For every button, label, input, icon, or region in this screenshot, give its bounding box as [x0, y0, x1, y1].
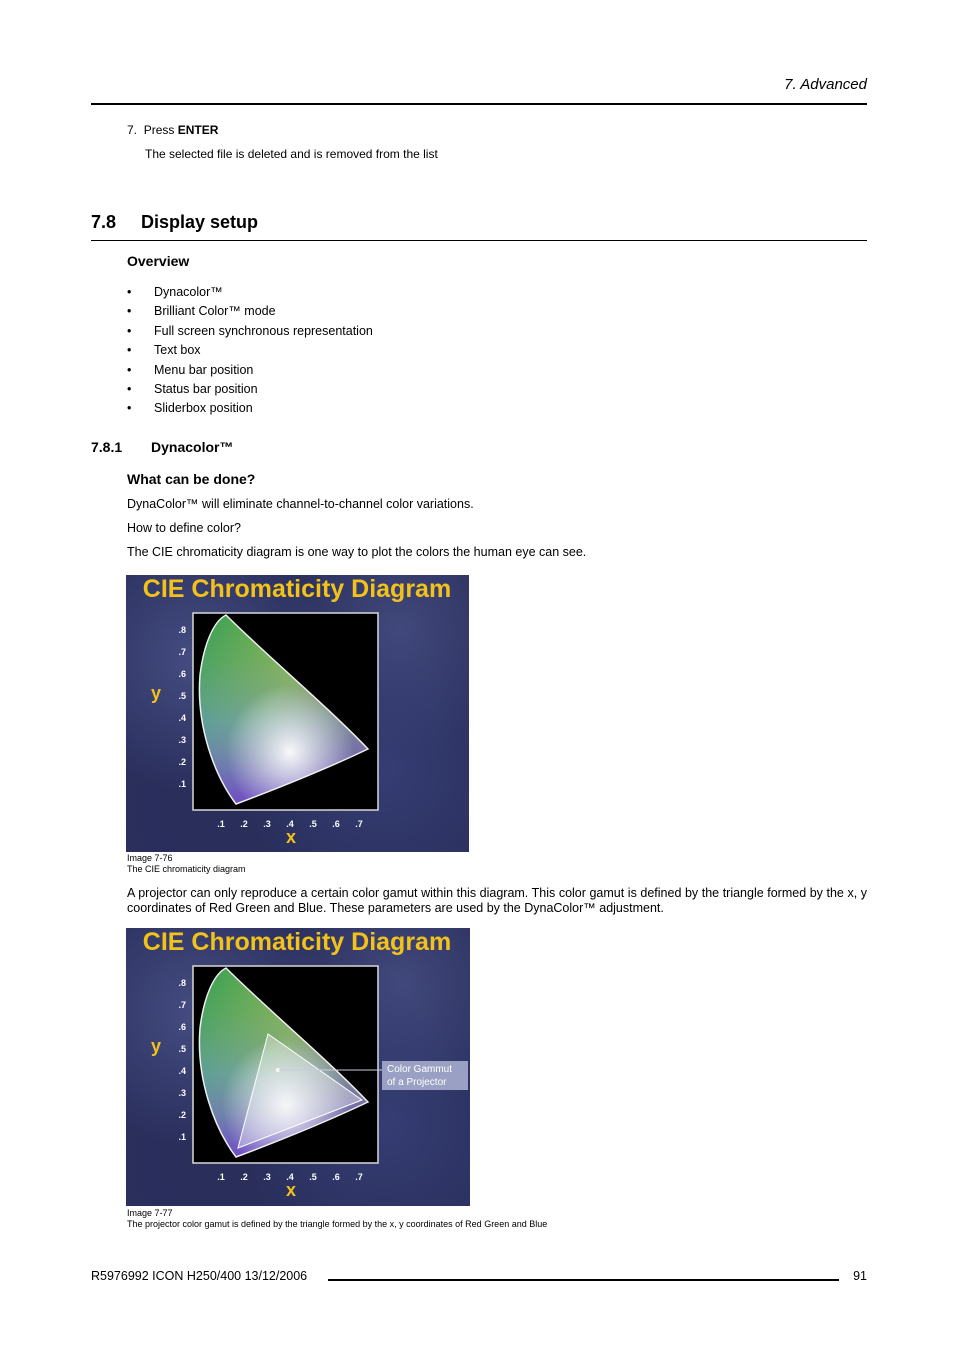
figure-title: CIE Chromaticity Diagram	[142, 928, 452, 956]
step-key: ENTER	[177, 123, 219, 137]
x-tick-label: .5	[309, 1172, 317, 1182]
list-item	[127, 381, 373, 400]
x-tick-label: .5	[309, 819, 317, 829]
page-number: 91	[853, 1269, 867, 1283]
y-tick-labels	[178, 978, 186, 1142]
section-title: Display setup	[141, 212, 259, 232]
paragraph: A projector can only reproduce a certain color gamut within this diagram. This color gamut is defined by the triangle formed by the x, y coordinates of Red Green and Blue. These parameters are used by the DynaColor™ adjustment.	[127, 886, 867, 915]
x-tick-label: .4	[286, 819, 294, 829]
x-axis-label: x	[285, 827, 297, 847]
y-tick-label: .8	[178, 978, 186, 988]
annotation-line2: of a Projector	[387, 1077, 447, 1088]
y-tick-label: .6	[178, 1022, 186, 1032]
section-rule	[91, 240, 867, 241]
x-tick-label: .3	[263, 819, 271, 829]
x-tick-labels	[217, 1172, 363, 1182]
figure-caption	[127, 853, 246, 875]
list-item	[127, 284, 373, 303]
x-tick-label: .2	[240, 819, 248, 829]
step-result: The selected file is deleted and is removed from the list	[145, 147, 438, 161]
figure-caption	[127, 1208, 547, 1230]
header-rule	[91, 103, 867, 105]
y-tick-label: .1	[178, 779, 186, 789]
cie-diagram-figure	[126, 575, 469, 852]
figure-title: CIE Chromaticity Diagram	[142, 575, 452, 603]
x-tick-label: .4	[286, 1172, 294, 1182]
list-item-text: Status bar position	[154, 381, 258, 396]
y-tick-label: .4	[178, 713, 186, 723]
x-tick-labels	[217, 819, 363, 829]
section-heading	[91, 212, 258, 233]
x-tick-label: .6	[332, 819, 340, 829]
bullet-icon: •	[127, 304, 132, 319]
y-tick-label: .3	[178, 735, 186, 745]
annotation-line1: Color Gammut	[387, 1064, 453, 1075]
chapter-header: 7. Advanced	[784, 76, 867, 93]
list-item-text: Brilliant Color™ mode	[154, 304, 276, 319]
step-number: 7.	[127, 123, 138, 137]
y-tick-label: .5	[178, 691, 186, 701]
subsection-title: Dynacolor™	[151, 439, 234, 455]
bullet-icon: •	[127, 343, 132, 358]
bullet-icon: •	[127, 285, 132, 299]
list-item	[127, 342, 373, 361]
x-tick-label: .7	[355, 1172, 363, 1182]
y-tick-labels	[178, 625, 186, 789]
x-tick-label: .1	[217, 819, 225, 829]
bullet-icon: •	[127, 381, 132, 396]
list-item	[127, 323, 373, 342]
step-item	[127, 123, 218, 137]
bullet-icon: •	[127, 401, 132, 416]
bullet-icon: •	[127, 362, 132, 377]
footer-doc-info: R5976992 ICON H250/400 13/12/2006	[91, 1269, 308, 1283]
x-tick-label: .6	[332, 1172, 340, 1182]
list-item	[127, 303, 373, 322]
x-tick-label: .2	[240, 1172, 248, 1182]
overview-list	[127, 284, 373, 420]
y-tick-label: .2	[178, 757, 186, 767]
y-axis-label: y	[150, 683, 162, 703]
x-axis-label: x	[285, 1180, 297, 1200]
list-item-text: Full screen synchronous representation	[154, 323, 373, 338]
what-heading: What can be done?	[127, 471, 256, 487]
paragraph: DynaColor™ will eliminate channel-to-channel color variations.	[127, 497, 474, 511]
list-item-text: Menu bar position	[154, 362, 254, 377]
y-tick-label: .6	[178, 669, 186, 679]
x-tick-label: .3	[263, 1172, 271, 1182]
step-action: Press	[143, 123, 175, 137]
y-tick-label: .7	[178, 1000, 186, 1010]
caption-id: Image 7-76	[127, 853, 173, 863]
overview-heading: Overview	[127, 253, 190, 269]
footer-rule	[328, 1279, 839, 1281]
y-tick-label: .5	[178, 1044, 186, 1054]
paragraph: How to define color?	[127, 521, 241, 535]
x-tick-label: .7	[355, 819, 363, 829]
y-tick-label: .1	[178, 1132, 186, 1142]
cie-diagram-gamut-figure	[126, 928, 470, 1206]
x-tick-label: .1	[217, 1172, 225, 1182]
list-item-text: Text box	[154, 343, 201, 358]
y-tick-label: .4	[178, 1066, 186, 1076]
y-tick-label: .3	[178, 1088, 186, 1098]
list-item	[127, 362, 373, 381]
subsection-heading	[91, 439, 233, 455]
section-number: 7.8	[91, 212, 117, 232]
list-item	[127, 400, 373, 419]
paragraph: The CIE chromaticity diagram is one way to plot the colors the human eye can see.	[127, 545, 587, 559]
subsection-number: 7.8.1	[91, 439, 123, 455]
y-axis-label: y	[150, 1036, 162, 1056]
y-tick-label: .2	[178, 1110, 186, 1120]
y-tick-label: .8	[178, 625, 186, 635]
list-item-text: Dynacolor™	[154, 285, 223, 299]
list-item-text: Sliderbox position	[154, 401, 253, 416]
caption-id: Image 7-77	[127, 1208, 173, 1218]
caption-text: The projector color gamut is defined by the triangle formed by the x, y coordinates of Red Green and Blue	[127, 1219, 548, 1229]
y-tick-label: .7	[178, 647, 186, 657]
caption-text: The CIE chromaticity diagram	[127, 864, 246, 874]
bullet-icon: •	[127, 323, 132, 338]
